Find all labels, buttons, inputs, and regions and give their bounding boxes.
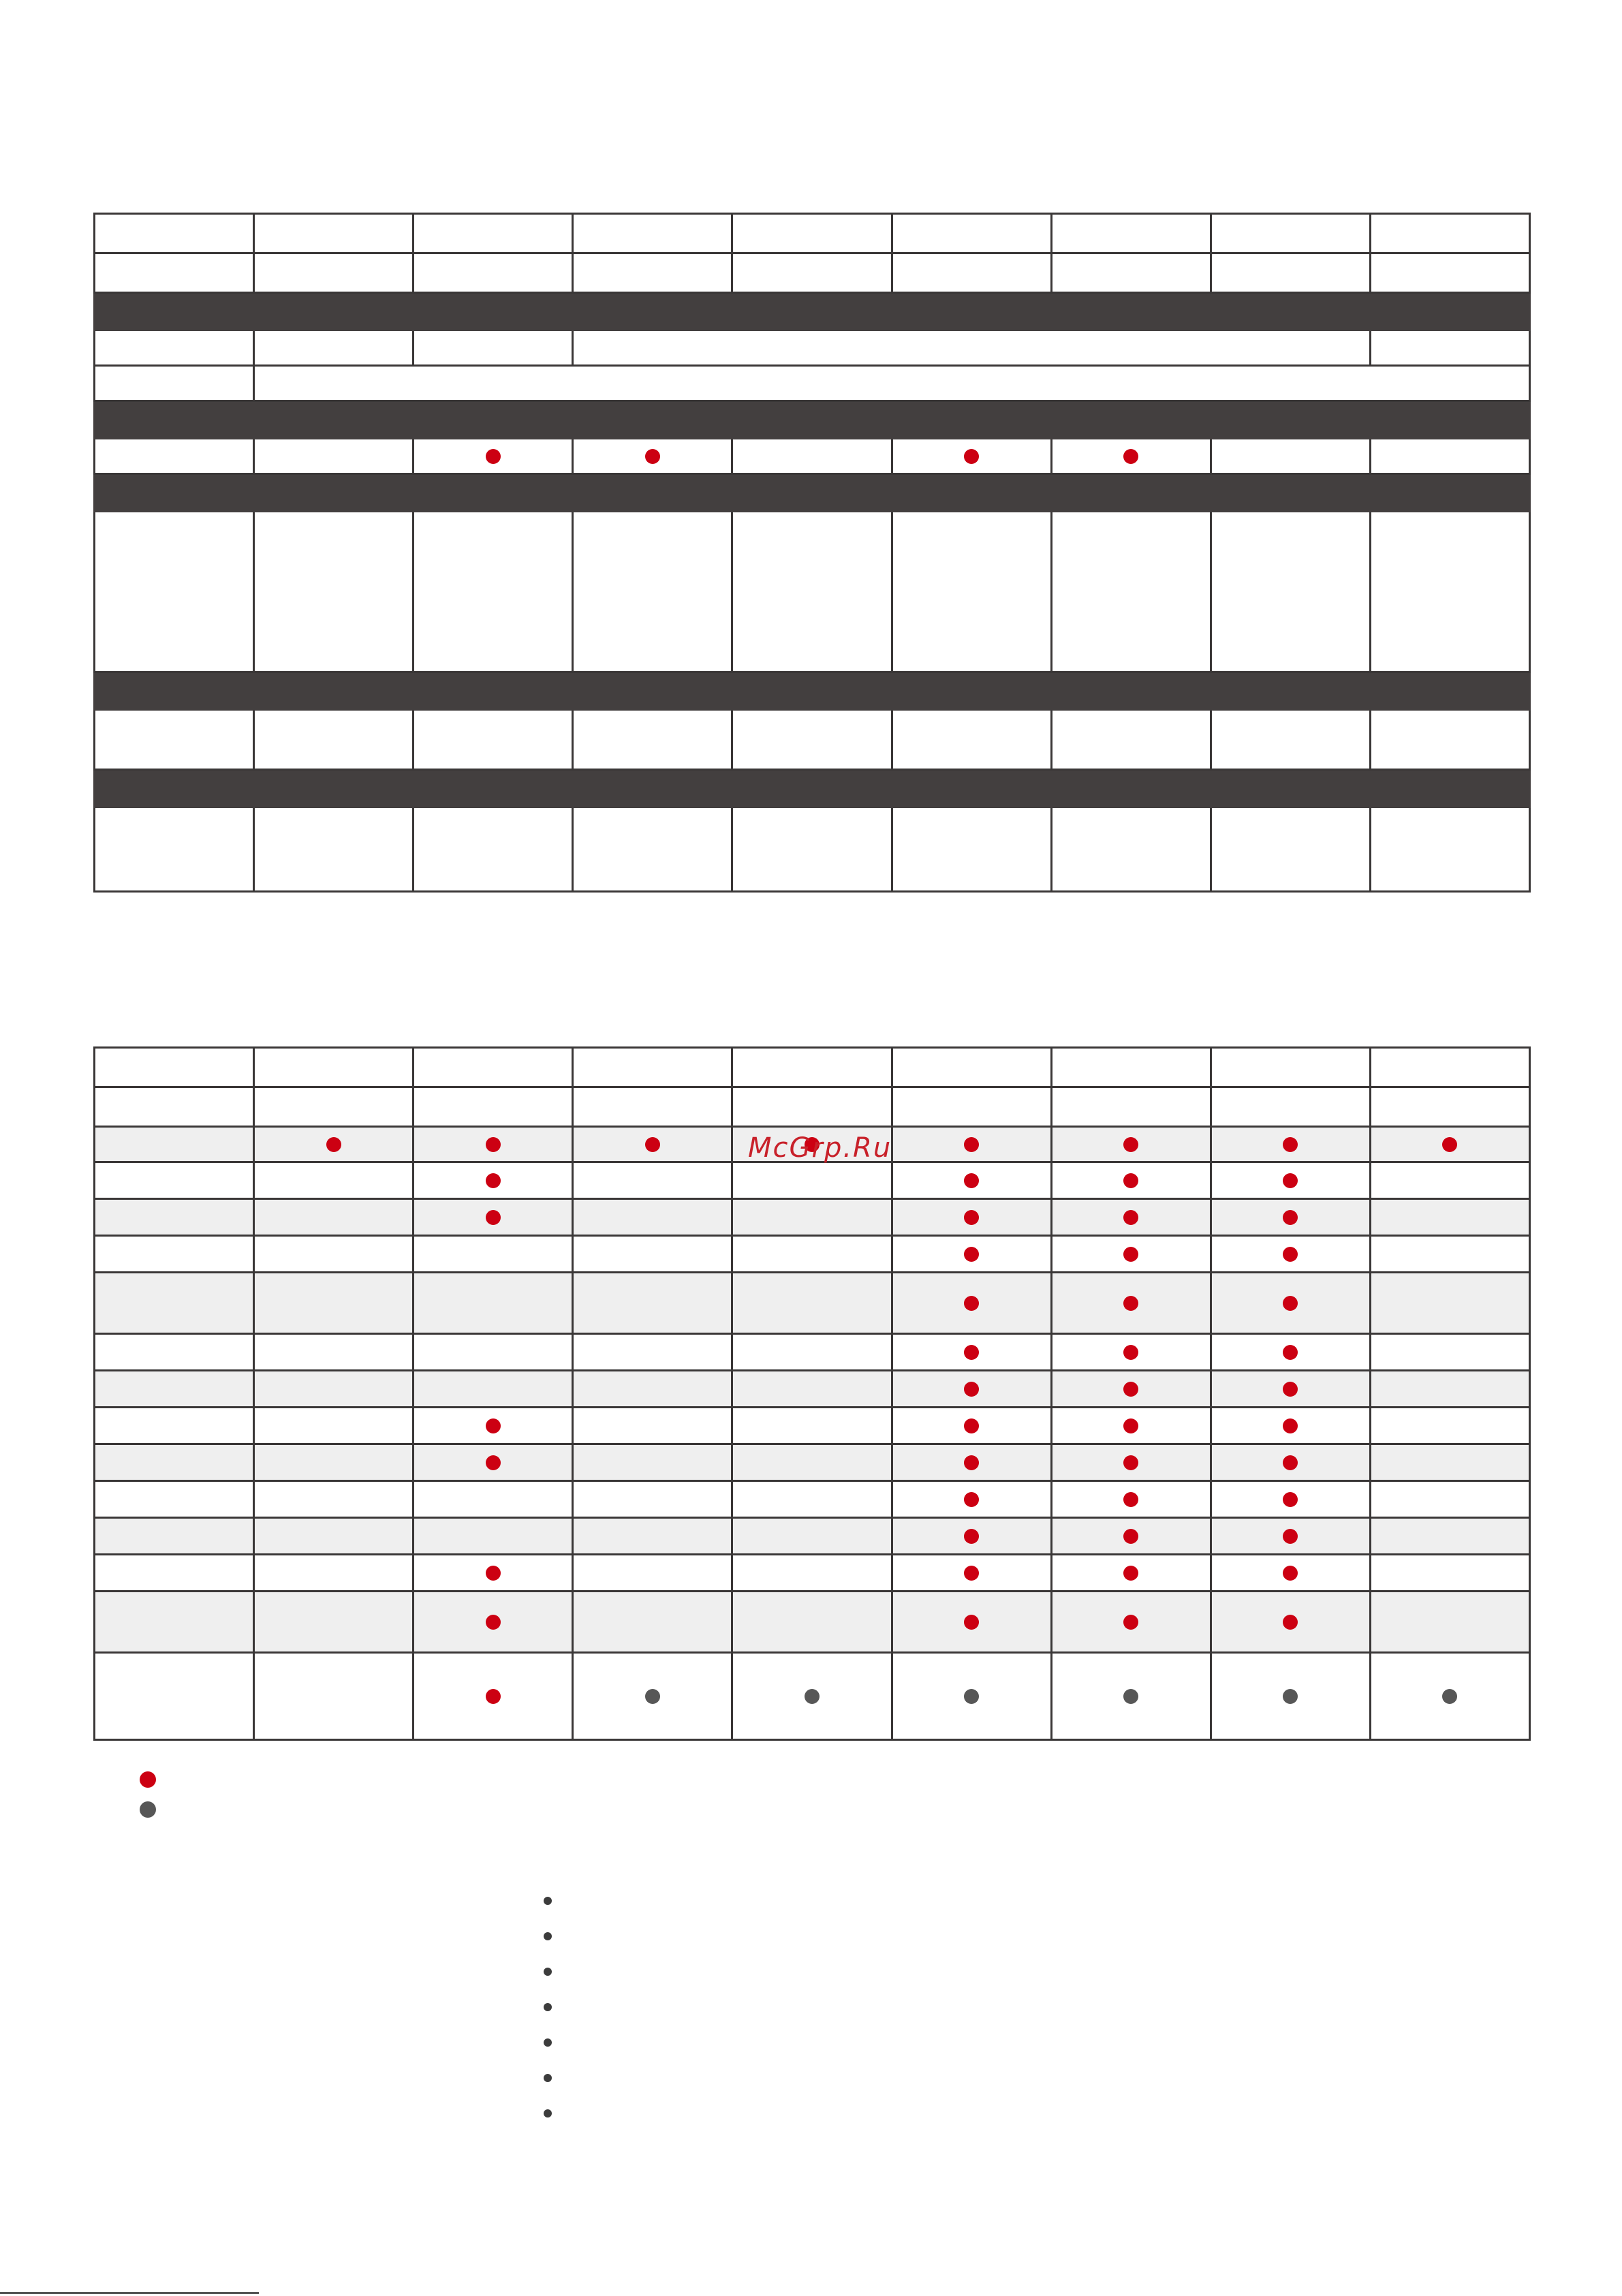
table-row [95,710,1530,770]
table-row [95,1162,1530,1199]
table-row [95,1087,1530,1127]
dot-red-icon [1283,1566,1298,1581]
dot-red-icon [1123,1345,1138,1360]
dot-red-icon [1283,1137,1298,1152]
dot-red-icon [964,1382,979,1397]
dot-red-icon [964,1137,979,1152]
table-row [95,1199,1530,1236]
dot-grey-icon [1283,1689,1298,1704]
bullet-list [544,1897,552,2145]
table-row [95,1371,1530,1408]
section-band [95,401,1530,439]
table-row [95,330,1530,366]
footer-divider [0,2292,259,2294]
dot-red-icon [486,1689,501,1704]
dot-red-icon [486,1566,501,1581]
table-row [95,439,1530,474]
bullet-icon [544,1932,552,1940]
dot-grey-icon [1123,1689,1138,1704]
dot-red-icon [964,1529,979,1544]
watermark-text: McGrp.Ru [748,1132,892,1164]
bullet-icon [544,1968,552,1976]
bullet-icon [544,2074,552,2082]
table-row [95,1481,1530,1518]
table-row [95,807,1530,892]
dot-red-icon [1283,1173,1298,1188]
table-row [95,366,1530,401]
dot-red-icon [486,1615,501,1630]
table-row [95,1408,1530,1444]
dot-grey-icon [645,1689,660,1704]
table-row [95,1273,1530,1334]
bullet-icon [544,2003,552,2011]
section-band [95,293,1530,330]
dot-red-icon [1283,1615,1298,1630]
spec-table [93,213,1531,893]
dot-grey-icon [964,1689,979,1704]
section-band [95,770,1530,807]
dot-red-icon [645,449,660,464]
dot-red-icon [1283,1455,1298,1470]
dot-red-icon [1283,1345,1298,1360]
dot-red-icon [964,1247,979,1262]
dot-red-icon [1123,1137,1138,1152]
dot-grey-icon [805,1689,820,1704]
legend-red-dot-icon [140,1771,156,1788]
dot-red-icon [964,1455,979,1470]
dot-red-icon [1123,1566,1138,1581]
dot-red-icon [1123,1615,1138,1630]
table-row [95,1444,1530,1481]
dot-red-icon [1283,1529,1298,1544]
table-row [95,1518,1530,1555]
dot-red-icon [326,1137,341,1152]
dot-red-icon [1123,1247,1138,1262]
bullet-icon [544,2109,552,2117]
section-band [95,474,1530,512]
dot-red-icon [964,1173,979,1188]
dot-red-icon [1123,1455,1138,1470]
dot-red-icon [964,449,979,464]
table-row [95,1653,1530,1740]
dot-red-icon [1283,1296,1298,1311]
dot-red-icon [1283,1247,1298,1262]
legend [140,1771,156,1831]
dot-red-icon [1283,1418,1298,1433]
table-row [95,253,1530,293]
dot-red-icon [1123,1210,1138,1225]
table-row [95,214,1530,253]
table-row [95,512,1530,672]
dot-red-icon [486,1418,501,1433]
dot-red-icon [1123,1173,1138,1188]
dot-red-icon [1442,1137,1457,1152]
table-row [95,1334,1530,1371]
table-row [95,1236,1530,1273]
bullet-icon [544,1897,552,1905]
table-row [95,1555,1530,1592]
dot-red-icon [486,449,501,464]
bullet-icon [544,2038,552,2047]
table-row [95,1048,1530,1087]
section-band [95,672,1530,710]
dot-grey-icon [1442,1689,1457,1704]
dot-red-icon [486,1455,501,1470]
dot-red-icon [1123,1296,1138,1311]
dot-red-icon [1283,1492,1298,1507]
dot-red-icon [645,1137,660,1152]
dot-red-icon [964,1566,979,1581]
dot-red-icon [964,1492,979,1507]
dot-red-icon [964,1210,979,1225]
dot-red-icon [1123,1382,1138,1397]
table-row [95,1592,1530,1653]
legend-grey-dot-icon [140,1801,156,1818]
dot-red-icon [1123,1418,1138,1433]
dot-red-icon [486,1210,501,1225]
dot-red-icon [1123,1492,1138,1507]
dot-red-icon [486,1173,501,1188]
dot-red-icon [964,1418,979,1433]
dot-red-icon [964,1296,979,1311]
dot-red-icon [1123,1529,1138,1544]
dot-red-icon [1123,449,1138,464]
dot-red-icon [486,1137,501,1152]
dot-red-icon [1283,1210,1298,1225]
dot-red-icon [964,1615,979,1630]
dot-red-icon [964,1345,979,1360]
dot-red-icon [1283,1382,1298,1397]
